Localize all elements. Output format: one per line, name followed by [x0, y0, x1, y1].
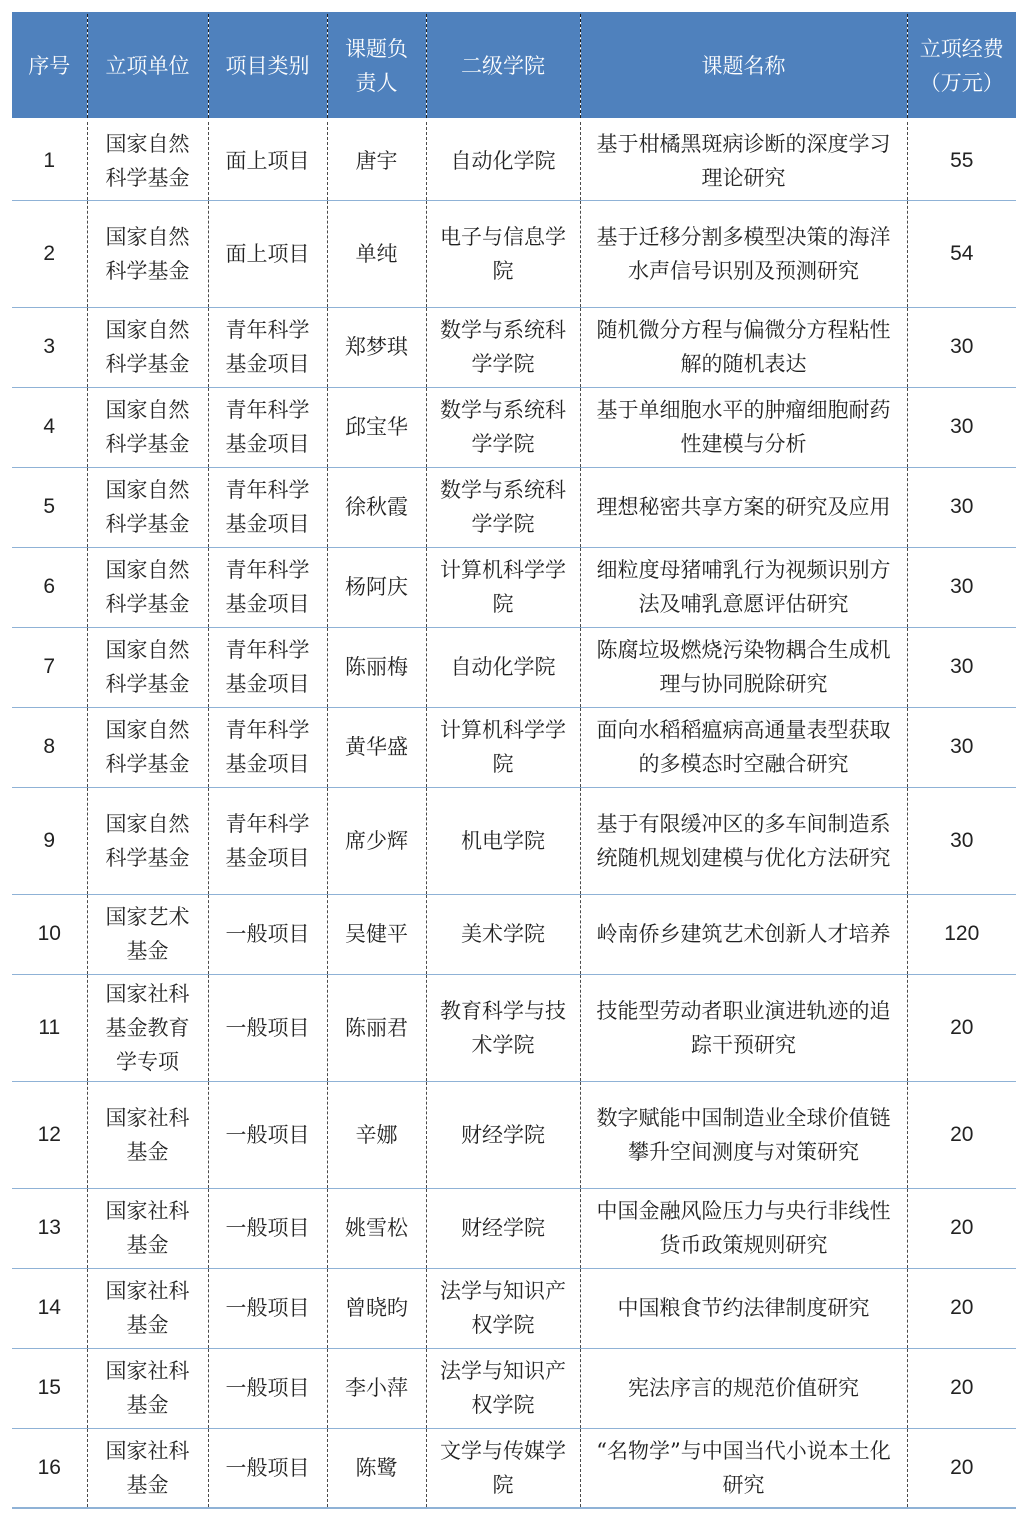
row-title-cell: 技能型劳动者职业演进轨迹的追踪干预研究 [580, 974, 907, 1081]
row-index-cell: 9 [12, 787, 87, 894]
row-funding-body-cell: 国家自然科学基金 [87, 307, 208, 387]
row-funding-cell: 20 [907, 1268, 1016, 1348]
row-index-cell: 8 [12, 707, 87, 787]
row-title-cell: 中国金融风险压力与央行非线性货币政策规则研究 [580, 1188, 907, 1268]
row-leader-cell: 郑梦琪 [327, 307, 426, 387]
row-index-cell: 2 [12, 200, 87, 307]
table-row [12, 467, 1016, 547]
row-title-cell: 基于有限缓冲区的多车间制造系统随机规划建模与优化方法研究 [580, 787, 907, 894]
row-category-cell: 面上项目 [208, 200, 327, 307]
row-funding-body-cell: 国家社科基金 [87, 1428, 208, 1508]
row-college-cell: 数学与系统科学学院 [426, 307, 580, 387]
row-index-cell: 7 [12, 627, 87, 707]
row-index-cell: 4 [12, 387, 87, 467]
row-funding-cell: 30 [907, 547, 1016, 627]
row-index-cell: 14 [12, 1268, 87, 1348]
row-funding-body-cell: 国家自然科学基金 [87, 707, 208, 787]
row-college-cell: 文学与传媒学院 [426, 1428, 580, 1508]
row-category-cell: 一般项目 [208, 1081, 327, 1188]
row-title-cell: 理想秘密共享方案的研究及应用 [580, 467, 907, 547]
table-row [12, 894, 1016, 974]
row-title-cell: “名物学”与中国当代小说本土化研究 [580, 1428, 907, 1508]
row-funding-body-cell: 国家自然科学基金 [87, 200, 208, 307]
row-college-cell: 机电学院 [426, 787, 580, 894]
row-funding-body-cell: 国家自然科学基金 [87, 627, 208, 707]
row-leader-cell: 黄华盛 [327, 707, 426, 787]
row-funding-cell: 30 [907, 387, 1016, 467]
row-funding-body-cell: 国家自然科学基金 [87, 787, 208, 894]
row-index-cell: 13 [12, 1188, 87, 1268]
row-college-cell: 数学与系统科学学院 [426, 467, 580, 547]
row-index-cell: 5 [12, 467, 87, 547]
row-funding-cell: 30 [907, 707, 1016, 787]
row-funding-cell: 120 [907, 894, 1016, 974]
row-funding-body-cell: 国家社科基金 [87, 1188, 208, 1268]
row-funding-cell: 54 [907, 200, 1016, 307]
row-funding-cell: 20 [907, 1081, 1016, 1188]
row-category-cell: 一般项目 [208, 974, 327, 1081]
header-cell-title: 课题名称 [580, 13, 907, 120]
table-row [12, 547, 1016, 627]
row-funding-body-cell: 国家自然科学基金 [87, 467, 208, 547]
header-cell-funding: 立项经费（万元） [907, 13, 1016, 120]
row-leader-cell: 单纯 [327, 200, 426, 307]
row-title-cell: 宪法序言的规范价值研究 [580, 1348, 907, 1428]
row-college-cell: 法学与知识产权学院 [426, 1268, 580, 1348]
row-leader-cell: 唐宇 [327, 120, 426, 200]
row-title-cell: 陈腐垃圾燃烧污染物耦合生成机理与协同脱除研究 [580, 627, 907, 707]
row-leader-cell: 徐秋霞 [327, 467, 426, 547]
row-funding-cell: 30 [907, 627, 1016, 707]
row-college-cell: 法学与知识产权学院 [426, 1348, 580, 1428]
row-college-cell: 计算机科学学院 [426, 707, 580, 787]
row-funding-cell: 30 [907, 467, 1016, 547]
row-title-cell: 数字赋能中国制造业全球价值链攀升空间测度与对策研究 [580, 1081, 907, 1188]
table-body [12, 120, 1016, 1508]
row-leader-cell: 陈丽君 [327, 974, 426, 1081]
table-row [12, 974, 1016, 1081]
table-row [12, 387, 1016, 467]
row-college-cell: 数学与系统科学学院 [426, 387, 580, 467]
row-category-cell: 面上项目 [208, 120, 327, 200]
row-title-cell: 岭南侨乡建筑艺术创新人才培养 [580, 894, 907, 974]
row-category-cell: 青年科学基金项目 [208, 787, 327, 894]
row-category-cell: 一般项目 [208, 1348, 327, 1428]
row-funding-body-cell: 国家自然科学基金 [87, 387, 208, 467]
row-category-cell: 一般项目 [208, 894, 327, 974]
row-college-cell: 自动化学院 [426, 120, 580, 200]
row-category-cell: 青年科学基金项目 [208, 387, 327, 467]
row-leader-cell: 曾晓昀 [327, 1268, 426, 1348]
table-row [12, 787, 1016, 894]
row-funding-body-cell: 国家社科基金 [87, 1268, 208, 1348]
header-cell-leader: 课题负责人 [327, 13, 426, 120]
row-funding-cell: 20 [907, 1428, 1016, 1508]
table-row [12, 120, 1016, 200]
table-row [12, 200, 1016, 307]
row-leader-cell: 辛娜 [327, 1081, 426, 1188]
row-funding-body-cell: 国家社科基金 [87, 1081, 208, 1188]
row-college-cell: 电子与信息学院 [426, 200, 580, 307]
row-category-cell: 一般项目 [208, 1428, 327, 1508]
row-college-cell: 财经学院 [426, 1188, 580, 1268]
row-title-cell: 基于迁移分割多模型决策的海洋水声信号识别及预测研究 [580, 200, 907, 307]
row-category-cell: 青年科学基金项目 [208, 307, 327, 387]
table-row [12, 707, 1016, 787]
table-row [12, 1268, 1016, 1348]
row-leader-cell: 杨阿庆 [327, 547, 426, 627]
header-cell-college: 二级学院 [426, 13, 580, 120]
row-category-cell: 青年科学基金项目 [208, 467, 327, 547]
header-row [12, 13, 1016, 120]
row-college-cell: 财经学院 [426, 1081, 580, 1188]
row-title-cell: 中国粮食节约法律制度研究 [580, 1268, 907, 1348]
row-funding-cell: 30 [907, 307, 1016, 387]
row-leader-cell: 陈鹭 [327, 1428, 426, 1508]
row-category-cell: 一般项目 [208, 1268, 327, 1348]
header-cell-index: 序号 [12, 13, 87, 120]
row-category-cell: 青年科学基金项目 [208, 627, 327, 707]
row-leader-cell: 陈丽梅 [327, 627, 426, 707]
row-title-cell: 细粒度母猪哺乳行为视频识别方法及哺乳意愿评估研究 [580, 547, 907, 627]
header-cell-category: 项目类别 [208, 13, 327, 120]
row-leader-cell: 吴健平 [327, 894, 426, 974]
projects-table [12, 12, 1016, 1509]
row-college-cell: 自动化学院 [426, 627, 580, 707]
header-cell-funding-body: 立项单位 [87, 13, 208, 120]
row-index-cell: 10 [12, 894, 87, 974]
row-index-cell: 16 [12, 1428, 87, 1508]
row-category-cell: 一般项目 [208, 1188, 327, 1268]
table-row [12, 1428, 1016, 1508]
table-header [12, 13, 1016, 120]
row-college-cell: 教育科学与技术学院 [426, 974, 580, 1081]
row-index-cell: 15 [12, 1348, 87, 1428]
row-title-cell: 随机微分方程与偏微分方程粘性解的随机表达 [580, 307, 907, 387]
row-college-cell: 计算机科学学院 [426, 547, 580, 627]
row-index-cell: 3 [12, 307, 87, 387]
row-leader-cell: 李小萍 [327, 1348, 426, 1428]
row-leader-cell: 姚雪松 [327, 1188, 426, 1268]
row-funding-cell: 30 [907, 787, 1016, 894]
row-funding-cell: 20 [907, 974, 1016, 1081]
row-funding-cell: 20 [907, 1188, 1016, 1268]
row-funding-body-cell: 国家自然科学基金 [87, 120, 208, 200]
row-index-cell: 11 [12, 974, 87, 1081]
row-title-cell: 基于单细胞水平的肿瘤细胞耐药性建模与分析 [580, 387, 907, 467]
table-row [12, 627, 1016, 707]
row-index-cell: 12 [12, 1081, 87, 1188]
row-category-cell: 青年科学基金项目 [208, 707, 327, 787]
row-college-cell: 美术学院 [426, 894, 580, 974]
row-title-cell: 面向水稻稻瘟病高通量表型获取的多模态时空融合研究 [580, 707, 907, 787]
table-row [12, 1188, 1016, 1268]
row-leader-cell: 邱宝华 [327, 387, 426, 467]
row-title-cell: 基于柑橘黑斑病诊断的深度学习理论研究 [580, 120, 907, 200]
table-row [12, 1081, 1016, 1188]
row-funding-body-cell: 国家自然科学基金 [87, 547, 208, 627]
row-funding-body-cell: 国家社科基金 [87, 1348, 208, 1428]
table-row [12, 1348, 1016, 1428]
row-index-cell: 1 [12, 120, 87, 200]
row-leader-cell: 席少辉 [327, 787, 426, 894]
row-funding-body-cell: 国家艺术基金 [87, 894, 208, 974]
row-funding-cell: 55 [907, 120, 1016, 200]
row-funding-body-cell: 国家社科基金教育学专项 [87, 974, 208, 1081]
row-category-cell: 青年科学基金项目 [208, 547, 327, 627]
row-index-cell: 6 [12, 547, 87, 627]
row-funding-cell: 20 [907, 1348, 1016, 1428]
table-row [12, 307, 1016, 387]
